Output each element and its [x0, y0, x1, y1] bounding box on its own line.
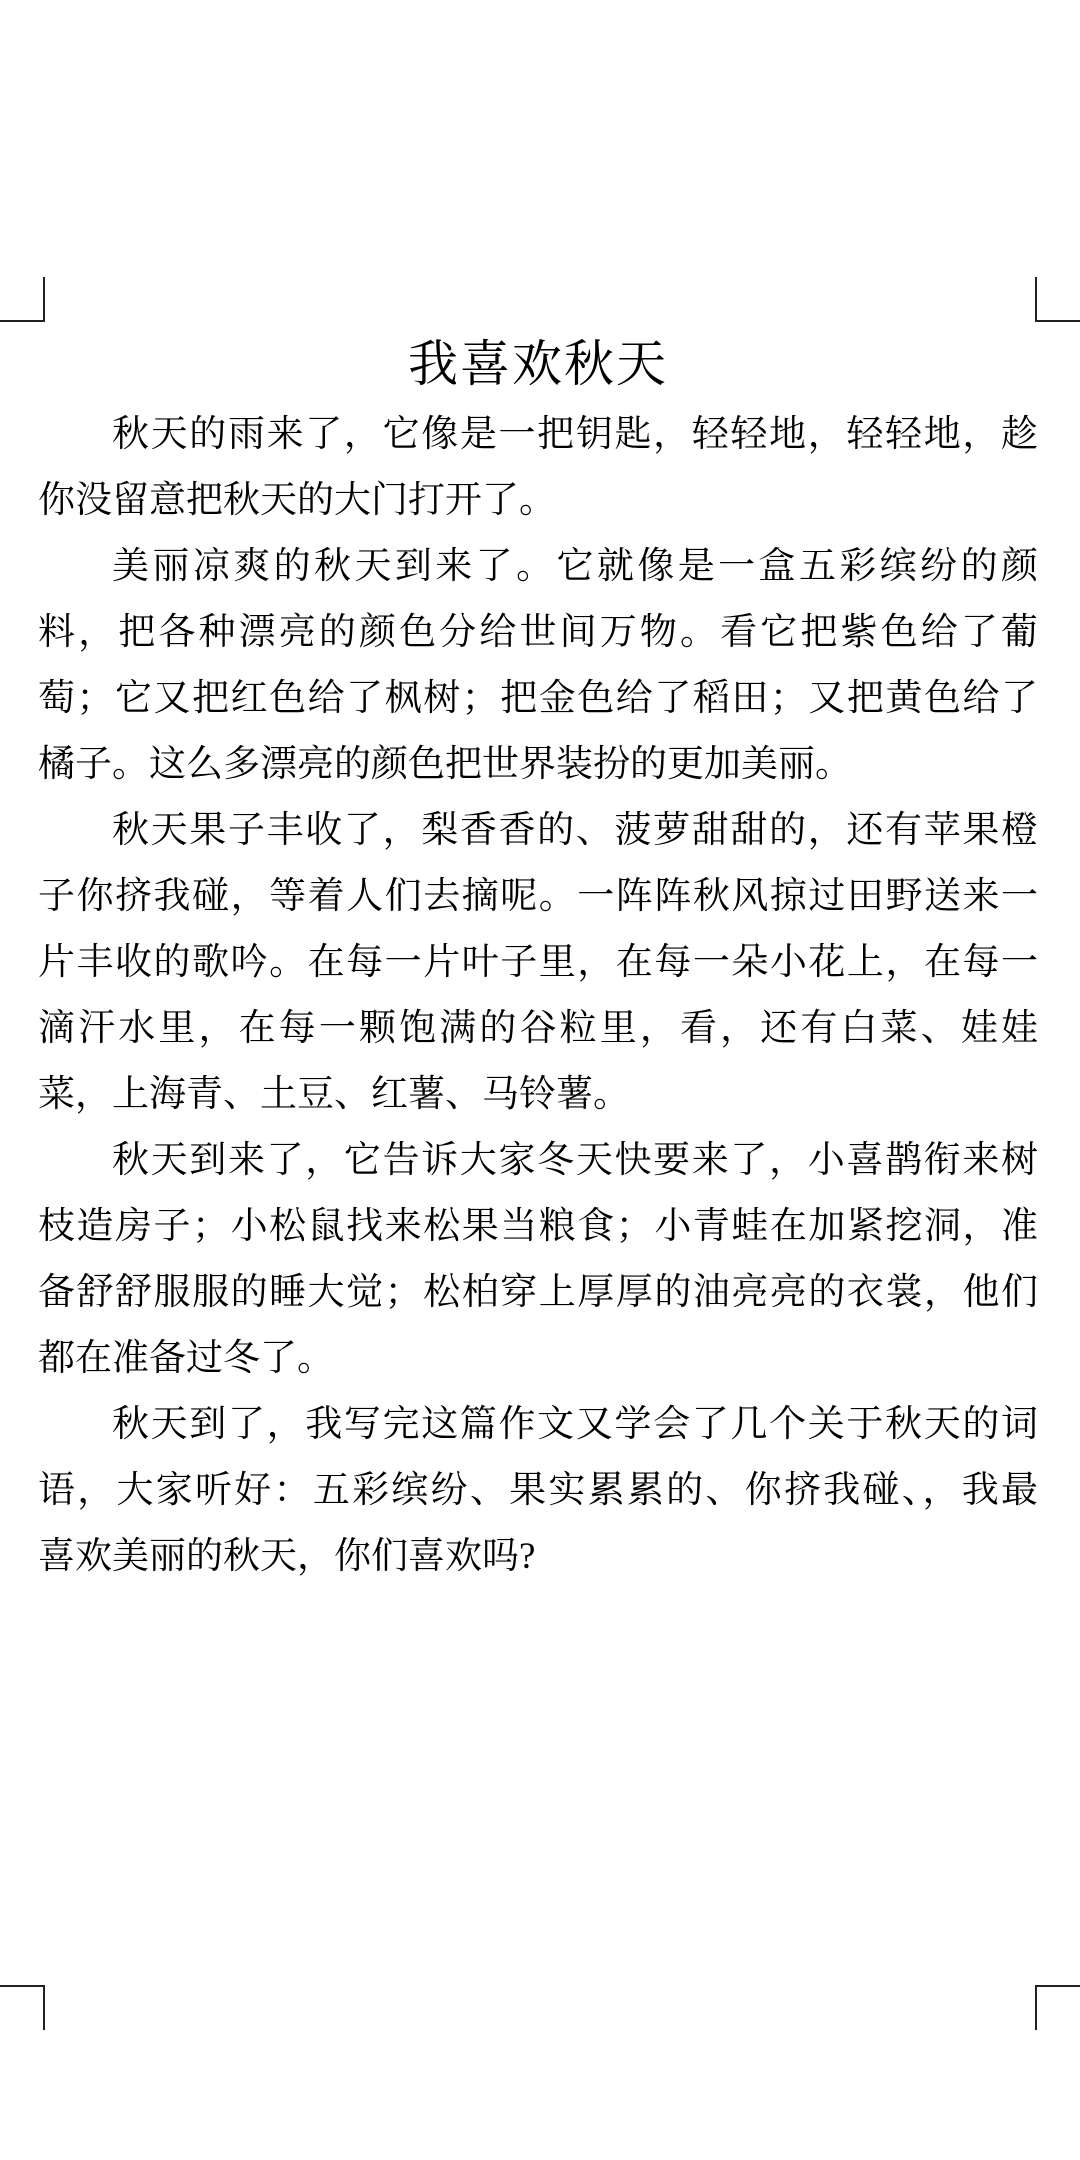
crop-mark-top-right — [1035, 277, 1080, 322]
paragraph — [38, 798, 1038, 1128]
text-line: 秋天到来了，它告诉大家冬天快要来了，小喜鹊衔来树 — [112, 1140, 1038, 1181]
text-line: 枝造房子；小松鼠找来松果当粮食；小青蛙在加紧挖洞，准 — [38, 1206, 1038, 1247]
text-line: 片丰收的歌吟。在每一片叶子里，在每一朵小花上，在每一 — [38, 942, 1038, 983]
crop-mark-bottom-left — [0, 1985, 45, 2030]
text-line: 秋天到了，我写完这篇作文又学会了几个关于秋天的词 — [112, 1404, 1038, 1445]
text-line: 秋天的雨来了，它像是一把钥匙，轻轻地，轻轻地，趁 — [112, 414, 1038, 455]
essay-title: 我喜欢秋天 — [408, 336, 668, 392]
text-line: 橘子。这么多漂亮的颜色把世界装扮的更加美丽。 — [38, 744, 852, 785]
text-line: 秋天果子丰收了，梨香香的、菠萝甜甜的，还有苹果橙 — [112, 810, 1038, 851]
paragraph — [38, 1392, 1038, 1590]
paragraph — [38, 1128, 1038, 1392]
text-line: 都在准备过冬了。 — [38, 1338, 334, 1379]
text-line: 你没留意把秋天的大门打开了。 — [38, 480, 556, 521]
crop-mark-bottom-right — [1035, 1985, 1080, 2030]
text-line: 菜，上海青、土豆、红薯、马铃薯。 — [38, 1074, 630, 1115]
crop-mark-top-left — [0, 277, 45, 322]
text-line: 子你挤我碰，等着人们去摘呢。一阵阵秋风掠过田野送来一 — [38, 876, 1038, 917]
paragraph — [38, 534, 1038, 798]
text-line: 喜欢美丽的秋天，你们喜欢吗? — [38, 1536, 536, 1577]
text-line: 料，把各种漂亮的颜色分给世间万物。看它把紫色给了葡 — [38, 612, 1038, 653]
text-line: 备舒舒服服的睡大觉；松柏穿上厚厚的油亮亮的衣裳，他们 — [38, 1272, 1038, 1313]
document-content — [38, 326, 1038, 1590]
text-line: 滴汗水里，在每一颗饱满的谷粒里，看，还有白菜、娃娃 — [38, 1008, 1038, 1049]
paragraph — [38, 402, 1038, 534]
text-line: 语，大家听好：五彩缤纷、果实累累的、你挤我碰、，我最 — [38, 1470, 1038, 1511]
text-line: 美丽凉爽的秋天到来了。它就像是一盒五彩缤纷的颜 — [112, 546, 1038, 587]
text-line: 萄；它又把红色给了枫树；把金色给了稻田；又把黄色给了 — [38, 678, 1038, 719]
